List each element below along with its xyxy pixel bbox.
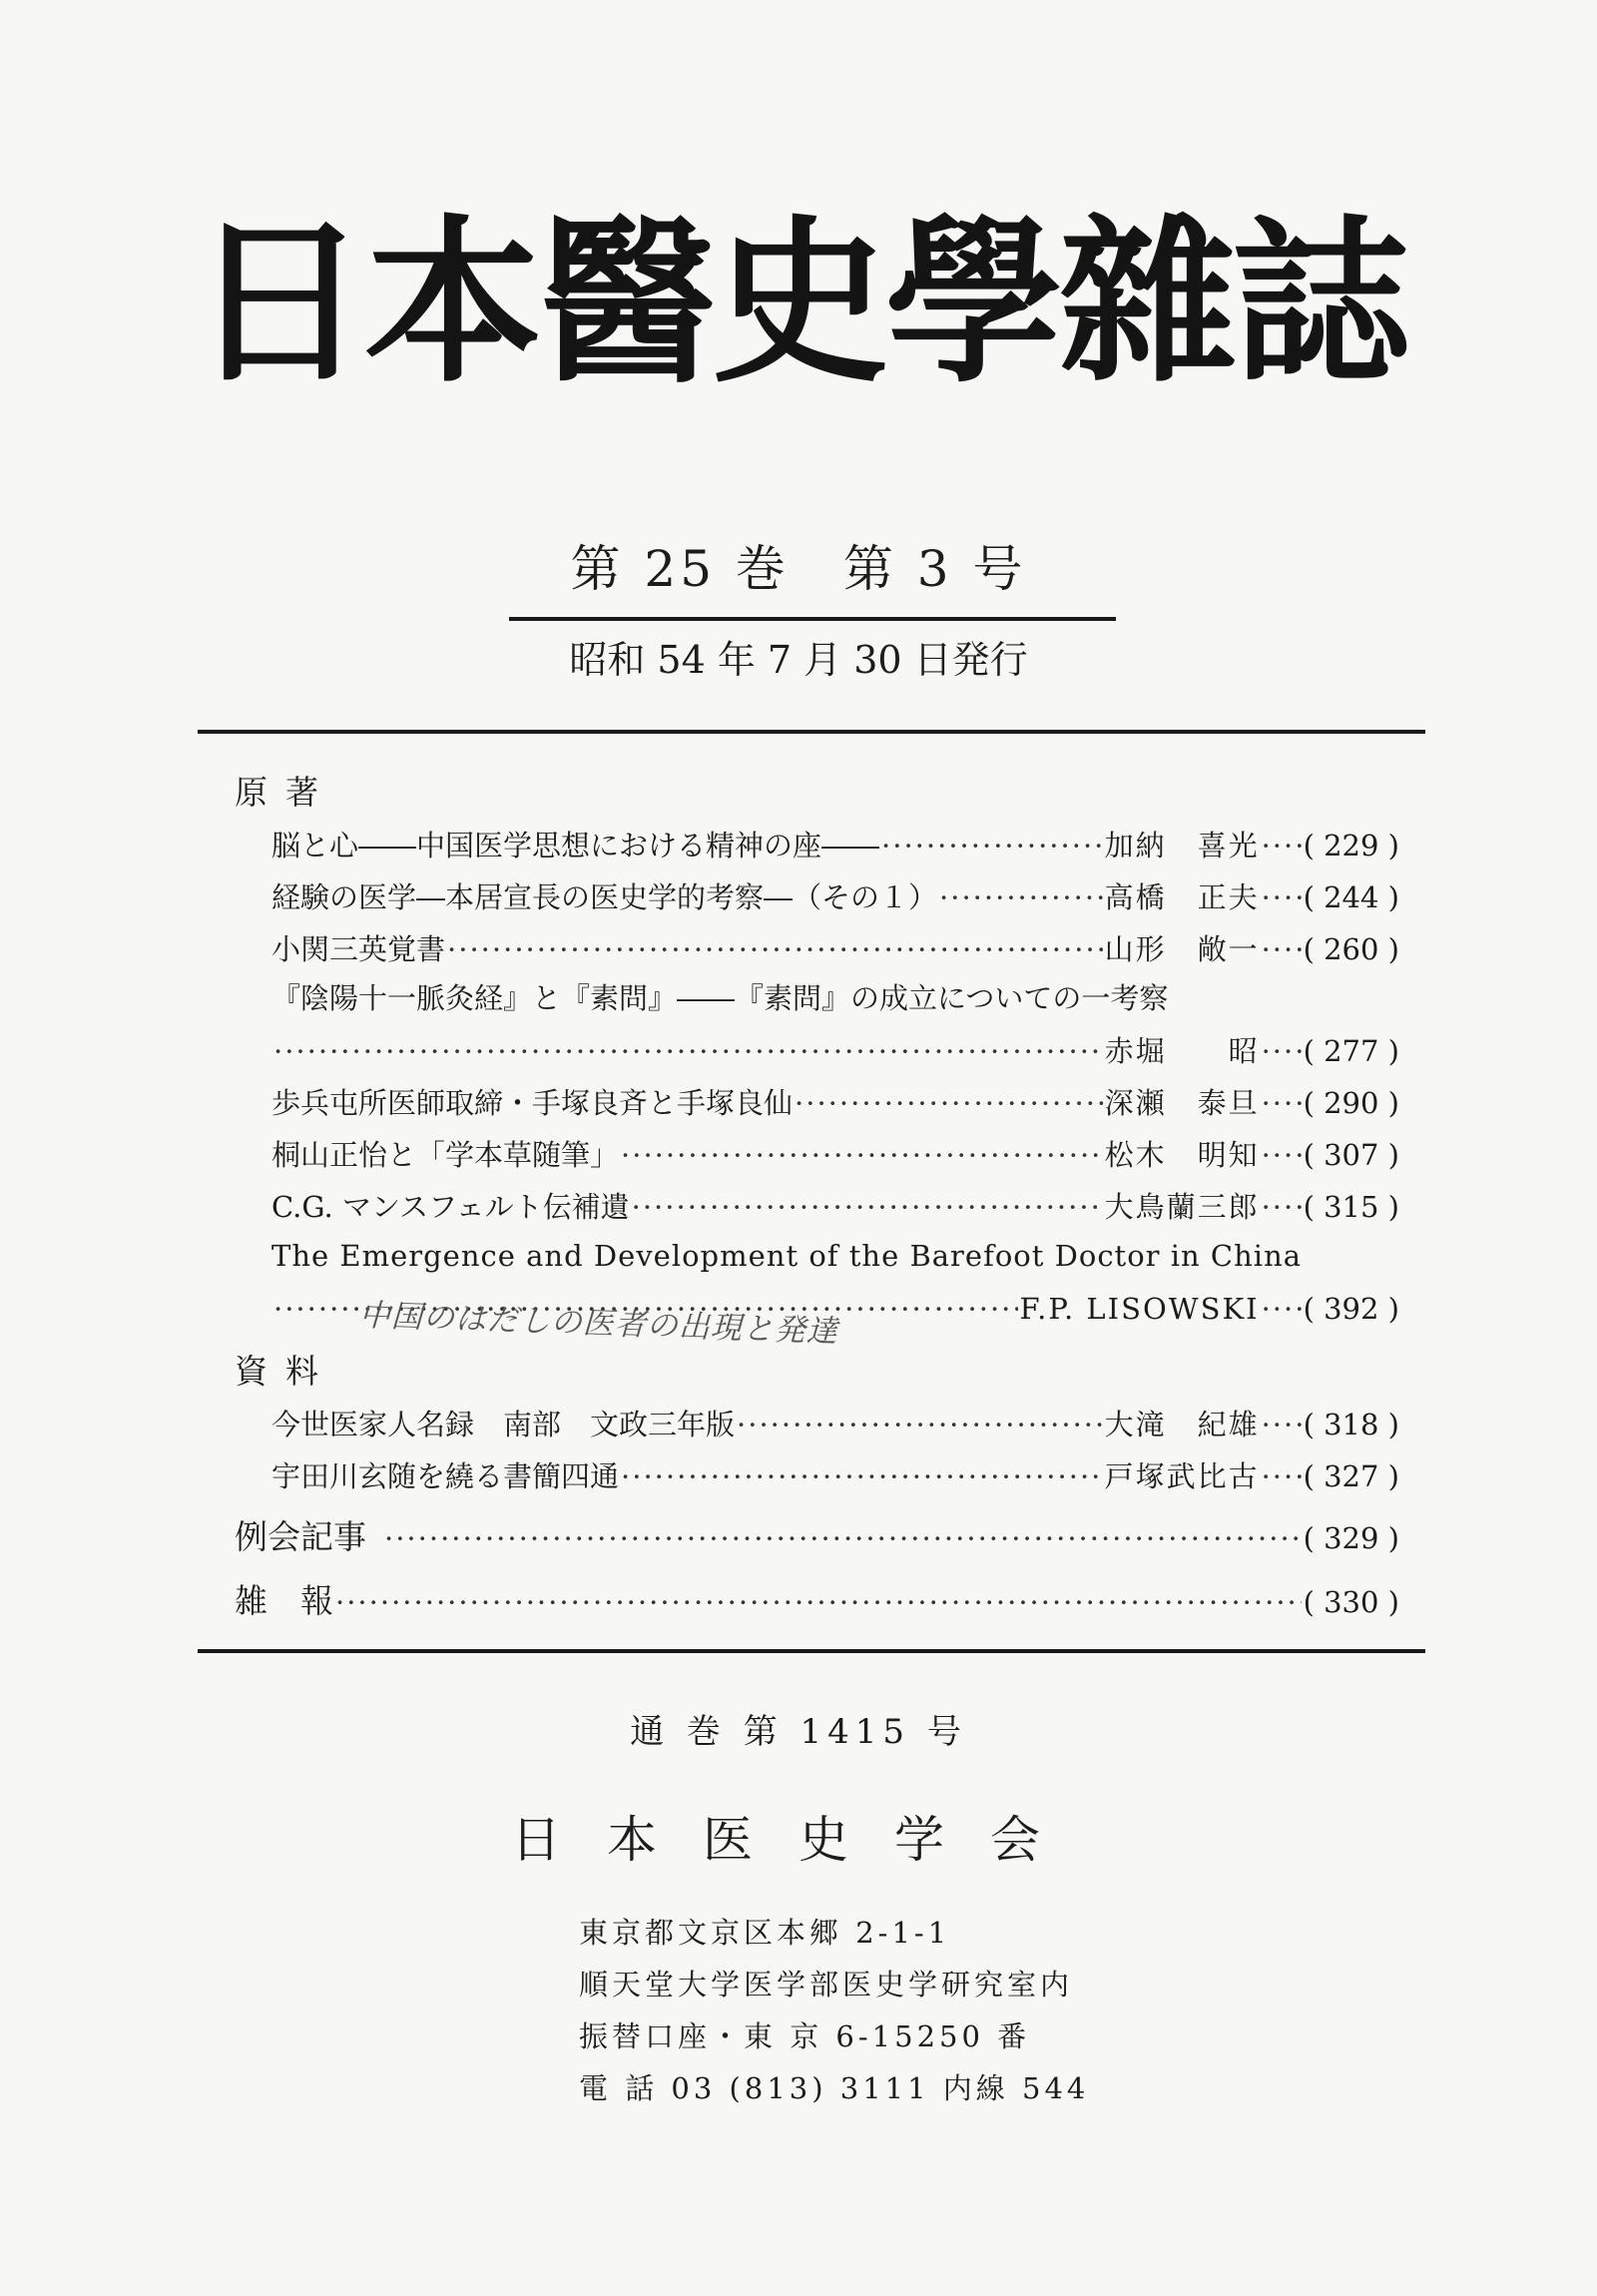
toc-entry-author: 赤堀 昭 xyxy=(1104,1034,1260,1068)
dot-leader xyxy=(1262,935,1302,964)
address-line: 振替口座・東 京 6-15250 番 xyxy=(579,2019,1031,2053)
toc-entry-news[interactable] xyxy=(235,1577,1399,1620)
dot-leader xyxy=(1262,1037,1302,1066)
dot-leader xyxy=(384,1524,1302,1553)
dot-leader xyxy=(447,935,1103,964)
society-name: 日本医史学会 xyxy=(511,1811,1086,1869)
toc-entry-title: 雑 報 xyxy=(235,1581,333,1620)
section-heading-materials: 資料 xyxy=(235,1352,336,1391)
toc-entry-author: 大鳥蘭三郎 xyxy=(1104,1190,1260,1224)
dot-leader xyxy=(1262,883,1302,912)
toc-entry-author: 大滝 紀雄 xyxy=(1104,1408,1260,1441)
toc-entry[interactable] xyxy=(271,1451,1399,1491)
toc-entry-page: ( 318 ) xyxy=(1303,1408,1399,1441)
toc-entry-title: 小関三英覚書 xyxy=(271,932,446,966)
toc-entry-title: 歩兵屯所医師取締・手塚良斉と手塚良仙 xyxy=(271,1086,794,1120)
address-line: 順天堂大学医学部医史学研究室内 xyxy=(579,1968,1074,2002)
toc-entry-page: ( 392 ) xyxy=(1303,1292,1399,1326)
toc-entry[interactable] xyxy=(271,1400,1399,1439)
toc-entry-page: ( 329 ) xyxy=(1303,1521,1399,1555)
toc-entry-page: ( 260 ) xyxy=(1303,932,1399,966)
toc-entry-page: ( 330 ) xyxy=(1303,1585,1399,1619)
toc-entry[interactable] xyxy=(271,821,1399,861)
toc-entry-author: 山形 敞一 xyxy=(1104,932,1260,966)
handwritten-annotation: 中国のはだしの医者の出現と発達 xyxy=(358,1297,839,1351)
address-line: 東京都文京区本郷 2-1-1 xyxy=(579,1916,951,1950)
toc-entry-title: 今世医家人名録 南部 文政三年版 xyxy=(271,1408,736,1441)
dot-leader xyxy=(1262,1089,1302,1118)
toc-entry-title: 桐山正怡と「学本草随筆」 xyxy=(271,1138,620,1172)
section-heading-original: 原著 xyxy=(235,773,336,812)
dot-leader xyxy=(1262,832,1302,861)
dot-leader xyxy=(1262,1193,1302,1222)
toc-entry-author: 高橋 正夫 xyxy=(1104,880,1260,914)
toc-entry-title-first-line[interactable]: The Emergence and Development of the Barefoot Doctor in China xyxy=(271,1239,1303,1273)
dot-leader xyxy=(273,1037,1103,1066)
toc-entry-author: 松木 明知 xyxy=(1104,1138,1260,1172)
toc-entry-title: 経験の医学―本居宣長の医史学的考察―（その１） xyxy=(271,880,938,914)
dot-leader xyxy=(335,1588,1302,1617)
toc-entry-page: ( 244 ) xyxy=(1303,880,1399,914)
toc-entry-author: 深瀬 泰旦 xyxy=(1104,1086,1260,1120)
toc-entry[interactable] xyxy=(271,1026,1399,1066)
publication-date: 昭和 54 年 7 月 30 日発行 xyxy=(569,638,1028,682)
dot-leader xyxy=(737,1411,1103,1439)
toc-entry[interactable] xyxy=(271,1130,1399,1170)
toc-entry-meeting-reports[interactable] xyxy=(235,1513,1399,1556)
toc-entry-page: ( 277 ) xyxy=(1303,1034,1399,1068)
toc-entry-page: ( 315 ) xyxy=(1303,1190,1399,1224)
dot-leader xyxy=(1262,1411,1302,1439)
toc-entry-title: 脳と心――中国医学思想における精神の座―― xyxy=(271,829,880,862)
toc-entry[interactable] xyxy=(271,924,1399,964)
journal-title: 日本醫史學雜誌 xyxy=(191,200,1406,406)
contents-bottom-rule xyxy=(198,1649,1425,1653)
dot-leader xyxy=(621,1141,1103,1170)
toc-entry-page: ( 327 ) xyxy=(1303,1459,1399,1493)
toc-entry-author: 加納 喜光 xyxy=(1104,829,1260,862)
contents-top-rule xyxy=(198,730,1425,734)
toc-entry-page: ( 229 ) xyxy=(1303,829,1399,862)
toc-entry-title-first-line[interactable]: 『陰陽十一脈灸経』と『素問』――『素問』の成立についての一考察 xyxy=(271,981,1169,1015)
toc-entry[interactable] xyxy=(271,872,1399,912)
toc-entry[interactable] xyxy=(271,1182,1399,1222)
toc-entry-author: F.P. LISOWSKI xyxy=(1019,1292,1260,1326)
dot-leader xyxy=(621,1462,1103,1491)
toc-entry-page: ( 307 ) xyxy=(1303,1138,1399,1172)
address-line: 電 話 03 (813) 3111 内線 544 xyxy=(579,2071,1090,2105)
toc-entry-title: 宇田川玄随を繞る書簡四通 xyxy=(271,1459,620,1493)
dot-leader xyxy=(1262,1141,1302,1170)
volume-issue: 第 25 巻 第 3 号 xyxy=(570,540,1027,598)
volume-underline xyxy=(509,617,1116,621)
dot-leader xyxy=(795,1089,1103,1118)
toc-entry-title: 例会記事 xyxy=(235,1517,366,1556)
toc-entry-page: ( 290 ) xyxy=(1303,1086,1399,1120)
dot-leader xyxy=(939,883,1103,912)
dot-leader xyxy=(1262,1295,1302,1324)
dot-leader xyxy=(632,1193,1103,1222)
toc-entry-author: 戸塚武比古 xyxy=(1104,1459,1260,1493)
toc-entry[interactable] xyxy=(271,1078,1399,1118)
dot-leader xyxy=(881,832,1103,861)
dot-leader xyxy=(1262,1462,1302,1491)
toc-entry-title: C.G. マンスフェルト伝補遺 xyxy=(271,1190,630,1224)
serial-number: 通 巻 第 1415 号 xyxy=(630,1712,967,1752)
